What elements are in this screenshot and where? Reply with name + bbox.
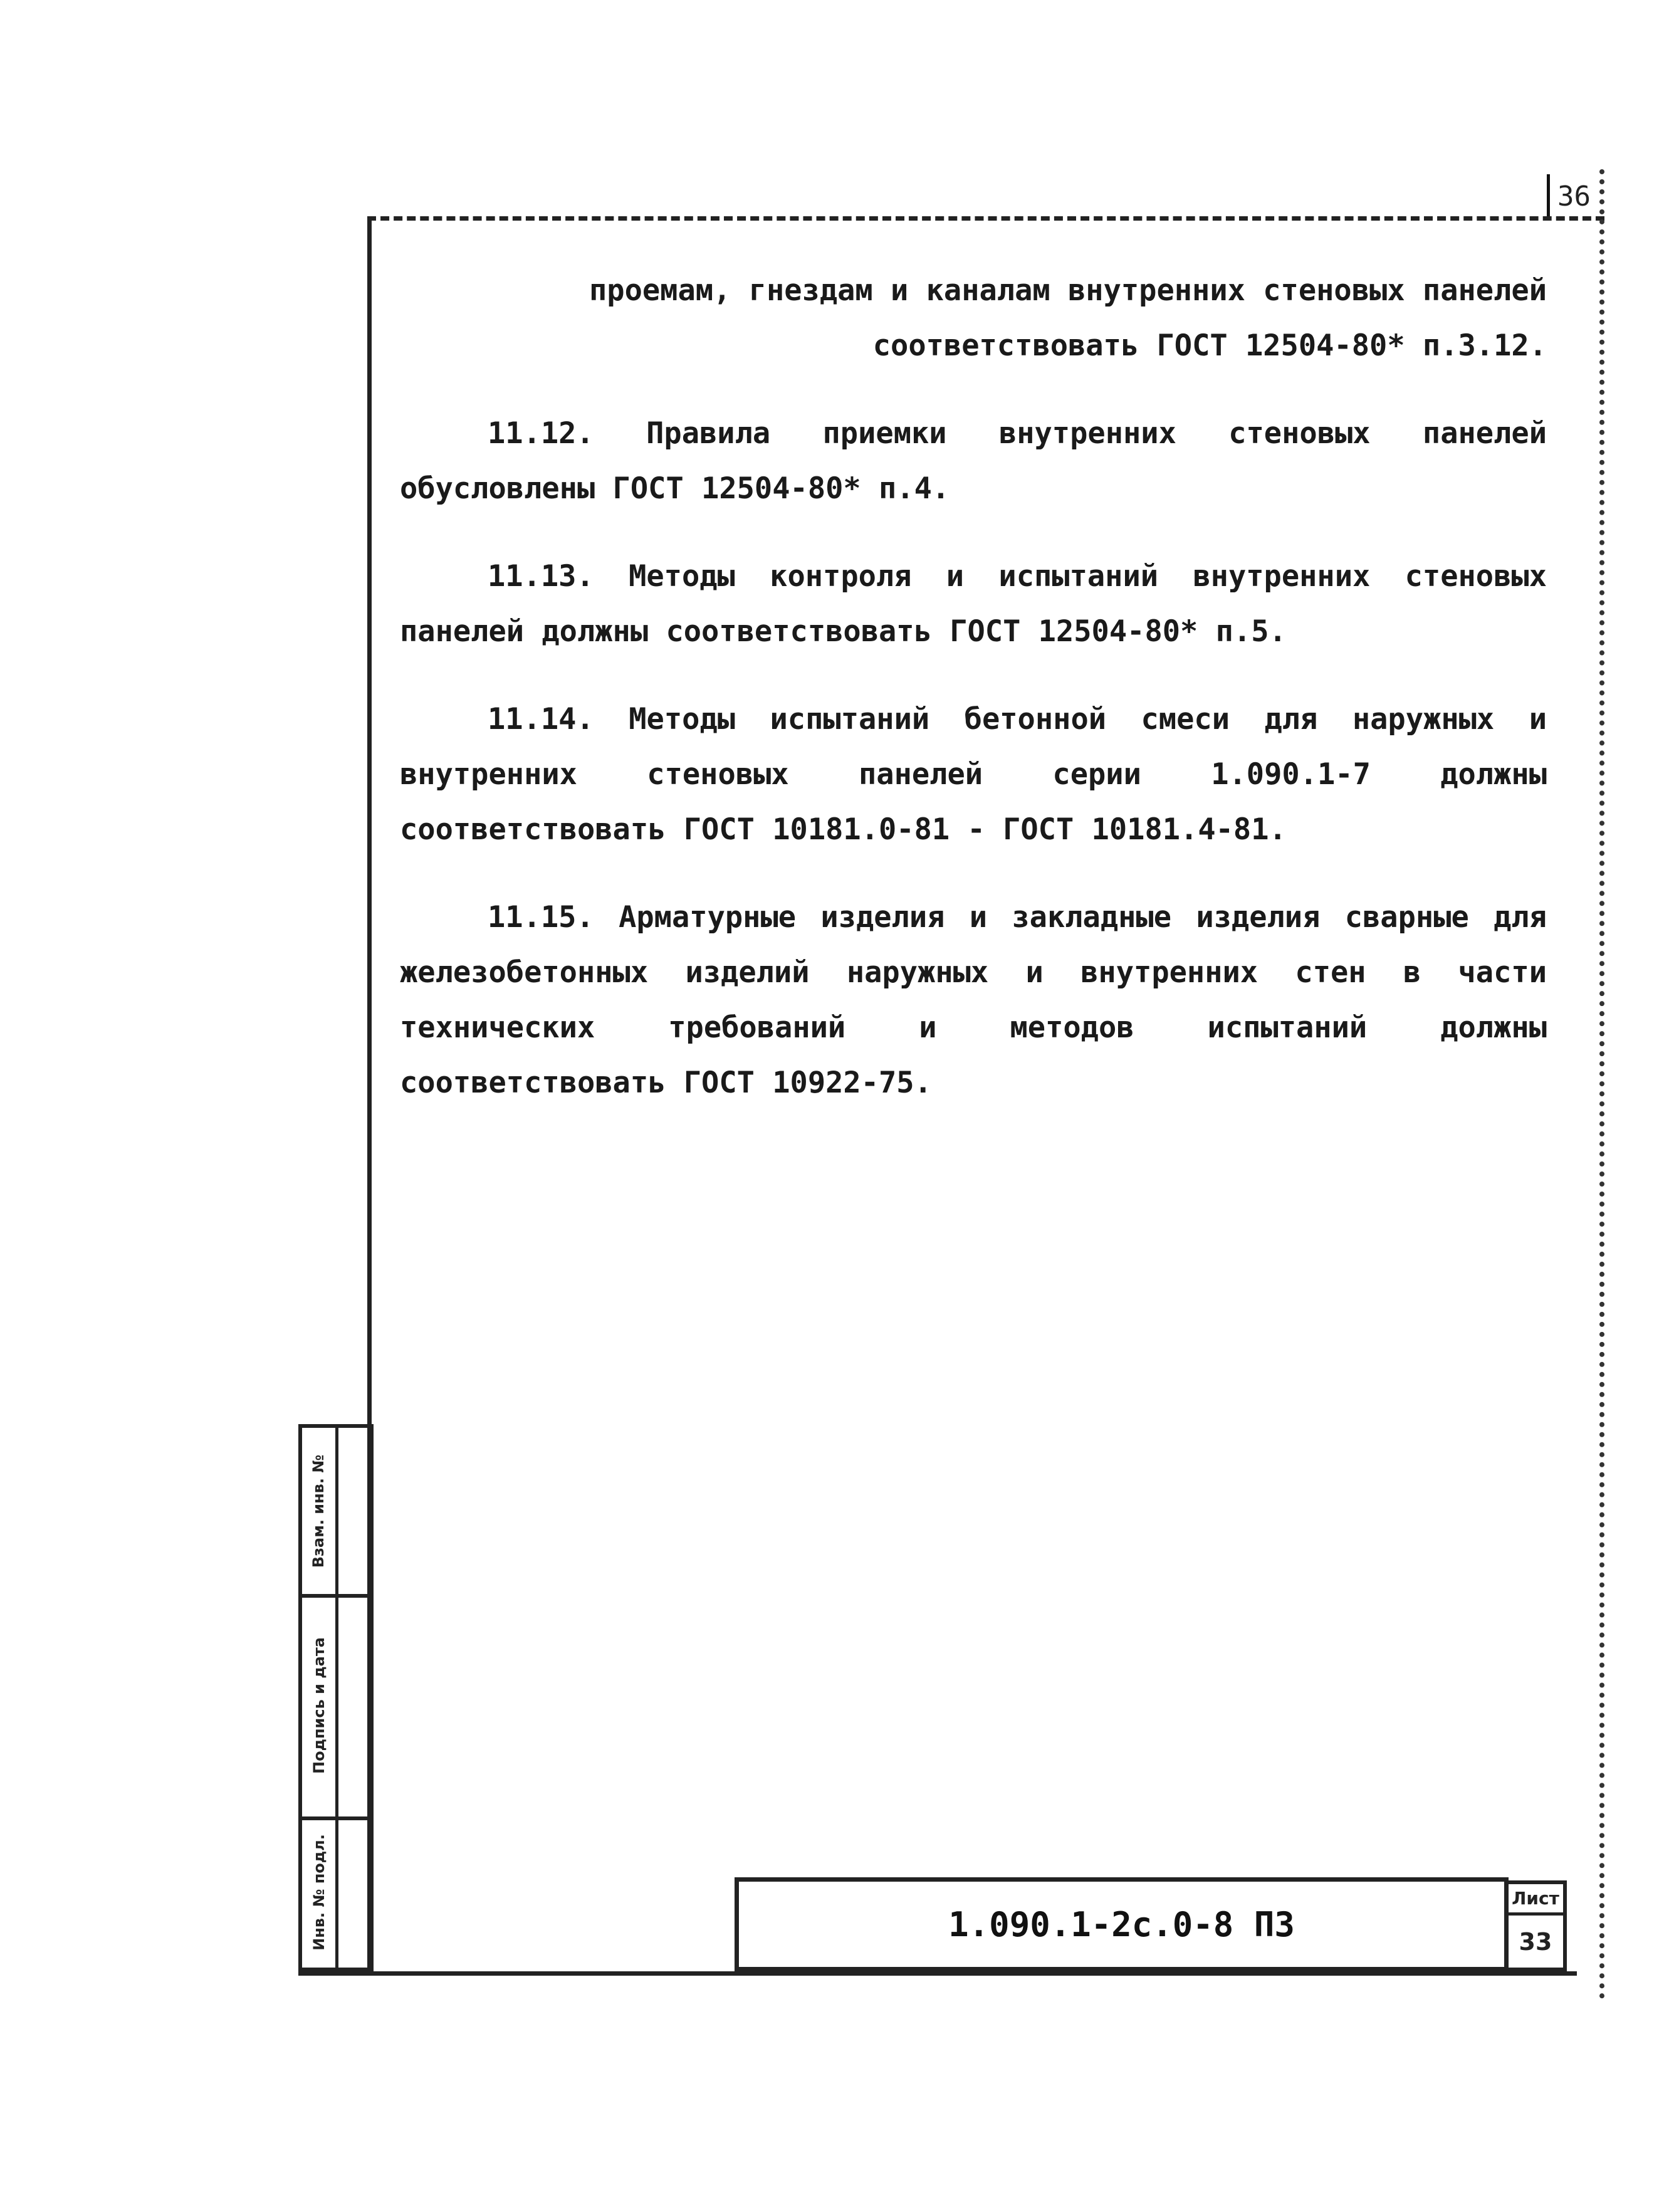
paragraph-11-15 [400, 890, 1547, 1111]
stamp-vzam-inv-label: Взам. инв. № [310, 1454, 328, 1568]
frame-top-border [367, 216, 1604, 221]
paragraph-text: 11.15. Арматурные изделия и закладные изделия сварные для железобетонных изделий наружных и внутренних стен в части технических требований и методов испытаний должны соответствовать ГОСТ 10922-75. [400, 900, 1547, 1100]
sheet-box [1504, 1880, 1567, 1971]
paragraph-11-12 [400, 406, 1547, 516]
sheet-number: 33 [1519, 1928, 1552, 1956]
title-block [735, 1877, 1509, 1971]
paragraph-text: 11.14. Методы испытаний бетонной смеси для наружных и внутренних стеновых панелей серии 1.090.1-7 должны соответствовать ГОСТ 10181.0-81 - ГОСТ 10181.4-81. [400, 702, 1547, 847]
stamp-podpis-label: Подпись и дата [310, 1637, 328, 1774]
stamp-podpis-cell [302, 1594, 338, 1816]
paragraph-text: 11.12. Правила приемки внутренних стеновых панелей обусловлены ГОСТ 12504-80* п.4. [400, 416, 1547, 506]
stamp-inv-podl-cell [302, 1816, 338, 1968]
paragraph-11-13 [400, 549, 1547, 659]
stamp-vzam-inv-cell [302, 1428, 338, 1594]
stamp-inv-podl-label: Инв. № подл. [310, 1833, 328, 1951]
document-code: 1.090.1-2с.0-8 ПЗ [948, 1904, 1295, 1944]
sheet-label: Лист [1508, 1884, 1563, 1916]
body-text [400, 263, 1547, 1143]
paragraph-text: 11.13. Методы контроля и испытаний внутренних стеновых панелей должны соответствовать ГОСТ 12504-80* п.5. [400, 559, 1547, 649]
page-number: 36 [1547, 174, 1601, 219]
frame-right-border [1599, 169, 1604, 2000]
paragraph-11-14 [400, 692, 1547, 857]
frame-bottom-border [298, 1971, 1577, 1976]
paragraph-continuation: проемам, гнездам и каналам внутренних стеновых панелей соответствовать ГОСТ 12504-80* п.3.12. [589, 273, 1547, 363]
side-stamp [298, 1424, 374, 1971]
